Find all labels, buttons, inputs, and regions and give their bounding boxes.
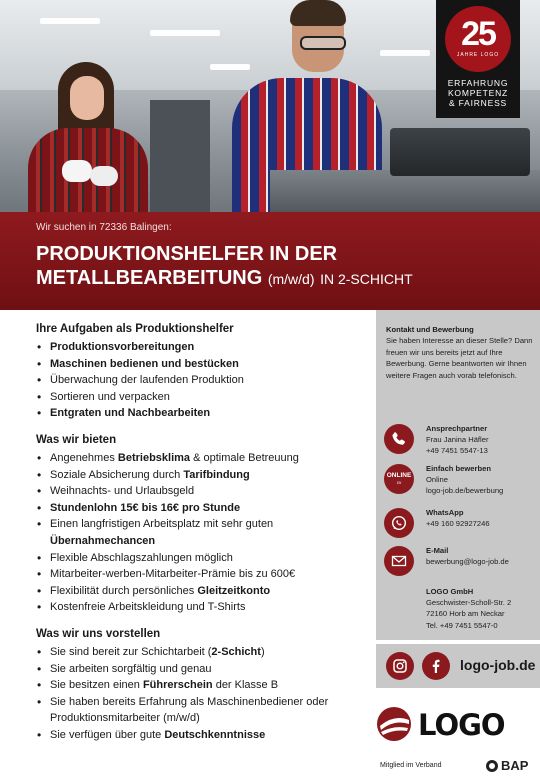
badge-line: ERFAHRUNG	[447, 78, 509, 88]
worker-man-hair	[290, 0, 346, 26]
online-text	[426, 463, 538, 497]
list-item-pre: Mitarbeiter-werben-Mitarbeiter-Prämie bis zu 600€	[50, 568, 296, 581]
list-item-bold: Entgraten und Nachbearbeiten	[50, 407, 211, 420]
list-item	[36, 450, 366, 467]
shift-suffix: IN 2-SCHICHT	[320, 271, 413, 287]
location-kicker: Wir suchen in 72336 Balingen:	[36, 222, 172, 233]
company-address	[426, 586, 538, 631]
logo-wordmark: LOGO	[418, 708, 505, 742]
workbench	[270, 170, 540, 212]
list-item	[36, 566, 366, 583]
section-heading: Was wir uns vorstellen	[36, 627, 161, 640]
contact-email[interactable]	[384, 546, 536, 582]
address-street: Geschwister-Scholl-Str. 2	[426, 598, 512, 608]
profile-list	[36, 644, 366, 744]
contact-online[interactable]	[384, 464, 536, 500]
list-item-pre: Flexible Abschlagszahlungen möglich	[50, 551, 233, 564]
offer-section	[36, 433, 366, 616]
address-city: 72160 Horb am Neckar	[426, 609, 505, 619]
machine-tool	[390, 128, 530, 176]
list-item	[36, 339, 366, 356]
badge-number: 25	[461, 15, 495, 53]
phone-number[interactable]: +49 7451 5547-13	[426, 446, 488, 456]
list-item	[36, 661, 366, 678]
facebook-icon[interactable]	[422, 652, 450, 680]
online-apply-icon	[384, 464, 414, 494]
online-icon-text: ONLINE	[386, 472, 412, 479]
online-link[interactable]: logo-job.de/bewerbung	[426, 486, 504, 496]
tasks-section	[36, 322, 366, 422]
bap-text: BAP	[501, 758, 529, 773]
list-item-bold: Betriebsklima	[117, 451, 191, 464]
contact-person: Frau Janina Häfler	[426, 435, 489, 445]
profile-section	[36, 627, 366, 744]
list-item	[36, 550, 366, 567]
safety-goggles	[300, 36, 346, 50]
online-line1: Online	[426, 475, 448, 485]
email-address[interactable]: bewerbung@logo-job.de	[426, 557, 509, 567]
list-item-pre: Einen langfristigen Arbeitsplatz mit sehr guten	[50, 518, 274, 531]
list-item-bold: Produktionsvorbereitungen	[50, 341, 195, 353]
list-item	[36, 405, 366, 422]
job-title-line2	[36, 266, 413, 291]
section-heading: Ihre Aufgaben als Produktionshelfer	[36, 323, 234, 335]
member-text: Mitglied im Verband	[380, 762, 442, 769]
contact-heading: Kontakt und Bewerbung	[386, 325, 474, 334]
list-item	[36, 500, 366, 517]
offer-list	[36, 450, 366, 616]
list-item-pre: Sie sind bereit zur Schichtarbeit (	[50, 645, 212, 658]
ceiling-light	[380, 50, 430, 56]
list-item	[36, 677, 366, 694]
glove	[90, 166, 118, 186]
contact-whatsapp[interactable]	[384, 508, 536, 544]
badge-line: & FAIRNESS	[448, 98, 508, 108]
title-band	[0, 212, 540, 310]
email-text	[426, 545, 538, 567]
social-strip	[376, 644, 540, 688]
online-icon-sub: cv	[396, 480, 402, 485]
machine	[150, 100, 210, 212]
list-item-bold: Führerschein	[142, 679, 213, 692]
contact-sidebar	[376, 310, 540, 640]
list-item	[36, 483, 366, 500]
list-item	[36, 583, 366, 600]
list-item	[36, 516, 366, 549]
list-item-pre: Sortieren und verpacken	[50, 390, 170, 403]
bap-logo	[486, 758, 536, 774]
list-item	[36, 644, 366, 661]
badge-claims	[440, 78, 516, 108]
phone-icon	[384, 424, 414, 454]
ceiling-light	[210, 64, 250, 70]
worker-woman-face	[70, 76, 104, 120]
list-item	[36, 372, 366, 389]
phone-text	[426, 423, 538, 457]
list-item-bold: Tarifbindung	[183, 468, 250, 481]
list-item-pre: Sie verfügen über gute	[50, 728, 165, 741]
section-heading: Was wir bieten	[36, 433, 117, 446]
mail-icon	[384, 546, 414, 576]
glove	[62, 160, 92, 182]
list-item-post: der Klasse B	[212, 679, 279, 692]
list-item-pre: Kostenfreie Arbeitskleidung und T-Shirts	[50, 601, 246, 614]
list-item	[36, 599, 366, 616]
whatsapp-icon	[384, 508, 414, 538]
list-item-bold: Maschinen bedienen und bestücken	[50, 357, 239, 370]
email-label: E-Mail	[426, 546, 449, 555]
list-item-bold: 2-Schicht	[211, 645, 261, 658]
list-item	[36, 727, 366, 744]
job-details	[36, 322, 366, 754]
list-item-pre: Weihnachts- und Urlaubsgeld	[50, 485, 195, 498]
bap-mark-icon	[486, 760, 498, 772]
gender-suffix: (m/w/d)	[267, 271, 315, 287]
badge-line: KOMPETENZ	[447, 88, 509, 98]
whatsapp-label: WhatsApp	[426, 508, 464, 517]
list-item	[36, 694, 366, 727]
list-item	[36, 389, 366, 406]
list-item-post: & optimale Betreuung	[190, 451, 299, 464]
website-link[interactable]: logo-job.de	[460, 657, 536, 673]
phone-label: Ansprechpartner	[426, 424, 488, 433]
job-title-main: METALLBEARBEITUNG	[36, 267, 263, 289]
list-item-pre: Sie arbeiten sorgfältig und genau	[50, 662, 212, 675]
list-item-post: )	[260, 645, 265, 658]
job-title-line1: PRODUKTIONSHELFER IN DER	[36, 243, 338, 265]
tasks-list	[36, 339, 366, 422]
instagram-icon[interactable]	[386, 652, 414, 680]
list-item-pre: Flexibilität durch persönliches	[50, 584, 198, 597]
ceiling-light	[150, 30, 220, 36]
contact-intro	[386, 324, 536, 381]
list-item-pre: Überwachung der laufenden Produktion	[50, 374, 244, 387]
whatsapp-number[interactable]: +49 160 92927246	[426, 519, 490, 529]
list-item-bold: Deutschkenntnisse	[164, 728, 266, 741]
address-tel: Tel. +49 7451 5547-0	[426, 620, 498, 630]
anniversary-badge	[436, 0, 520, 118]
list-item-bold: Übernahmechancen	[50, 534, 156, 547]
list-item-pre: Soziale Absicherung durch	[50, 468, 184, 481]
badge-circle	[445, 6, 511, 72]
contact-intro-text: Sie haben Interesse an dieser Stelle? Dann freuen wir uns bereits jetzt auf Ihre Bewerbung. Gerne beantworten wir Ihnen weitere Fragen auch vorab telefonisch.	[386, 336, 533, 380]
whatsapp-text	[426, 507, 538, 529]
list-item-pre: Sie besitzen einen	[50, 679, 143, 692]
list-item-bold: Stundenlohn 15€ bis 16€ pro Stunde	[50, 501, 241, 514]
ceiling-light	[40, 18, 100, 24]
online-label: Einfach bewerben	[426, 464, 491, 473]
contact-phone[interactable]	[384, 424, 536, 460]
logo-mark-icon	[376, 706, 412, 742]
list-item-bold: Gleitzeitkonto	[197, 584, 271, 597]
badge-sub: JAHRE LOGO	[456, 52, 500, 58]
company-name: LOGO GmbH	[426, 587, 474, 596]
list-item	[36, 467, 366, 484]
list-item-pre: Angenehmes	[50, 451, 118, 464]
list-item	[36, 356, 366, 373]
company-logo	[376, 706, 536, 748]
list-item-pre: Sie haben bereits Erfahrung als Maschinenbediener oder Produktionsmitarbeiter (m/w/d)	[50, 695, 329, 725]
